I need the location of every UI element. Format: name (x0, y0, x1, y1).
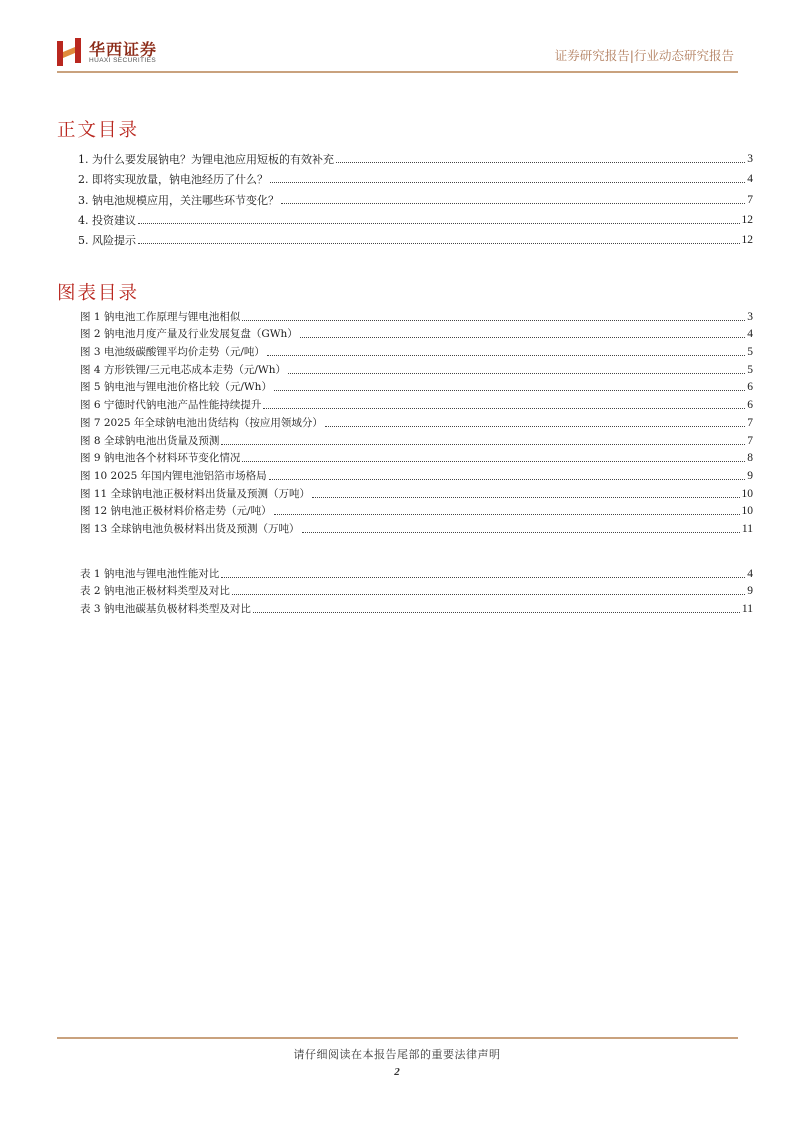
figure-toc-title: 图表目录 (57, 283, 140, 304)
main-toc-list (78, 146, 753, 247)
figure-toc-entry[interactable] (80, 377, 753, 395)
toc-entry[interactable] (78, 227, 753, 247)
dot-leader (274, 513, 740, 515)
table-toc-entry[interactable] (80, 563, 753, 581)
dot-leader (242, 460, 745, 462)
figure-toc-entry-page: 5 (747, 363, 753, 376)
figure-toc-entry-page: 6 (747, 381, 753, 394)
toc-entry-label: 4. 投资建议 (78, 213, 136, 227)
figure-toc-entry-label: 图 9 钠电池各个材料环节变化情况 (80, 452, 241, 465)
dot-leader (269, 478, 746, 480)
figure-toc-entry-page: 8 (747, 452, 753, 465)
toc-entry-label: 5. 风险提示 (78, 233, 136, 247)
toc-entry-page: 12 (741, 213, 753, 226)
footer-rule (57, 1037, 738, 1039)
figure-toc-entry[interactable] (80, 465, 753, 483)
figure-toc-entry-page: 4 (747, 328, 753, 341)
table-toc-list (80, 563, 753, 616)
figure-toc-entry-label: 图 12 钠电池正极材料价格走势（元/吨） (80, 505, 272, 518)
header-rule (57, 71, 738, 73)
dot-leader (267, 354, 745, 356)
figure-toc-entry-page: 5 (747, 346, 753, 359)
dot-leader (302, 531, 740, 533)
figure-toc-entry-label: 图 11 全球钠电池正极材料出货量及预测（万吨） (80, 487, 311, 500)
figure-toc-entry[interactable] (80, 518, 753, 536)
table-toc-entry-page: 4 (747, 567, 753, 580)
dot-leader (138, 222, 740, 224)
figure-toc-entry-label: 图 4 方形铁锂/三元电芯成本走势（元/Wh） (80, 363, 286, 376)
figure-toc-entry-page: 10 (741, 505, 753, 518)
figure-toc-list (80, 306, 753, 536)
dot-leader (253, 611, 740, 613)
figure-toc-entry[interactable] (80, 430, 753, 448)
figure-toc-entry-label: 图 3 电池级碳酸锂平均价走势（元/吨） (80, 346, 265, 359)
dot-leader (312, 496, 739, 498)
figure-toc-entry-label: 图 6 宁德时代钠电池产品性能持续提升 (80, 399, 262, 412)
figure-toc-entry-label: 图 8 全球钠电池出货量及预测 (80, 434, 220, 447)
figure-toc-entry[interactable] (80, 324, 753, 342)
figure-toc-entry-label: 图 2 钠电池月度产量及行业发展复盘（GWh） (80, 328, 298, 341)
toc-entry[interactable] (78, 146, 753, 166)
huaxi-logo-icon (57, 38, 81, 66)
figure-toc-entry[interactable] (80, 412, 753, 430)
table-toc-entry-label: 表 3 钠电池碳基负极材料类型及对比 (80, 603, 251, 616)
toc-entry[interactable] (78, 186, 753, 206)
dot-leader (281, 202, 745, 204)
toc-entry[interactable] (78, 207, 753, 227)
toc-entry-page: 4 (747, 173, 753, 186)
dot-leader (263, 407, 745, 409)
table-toc-entry-label: 表 1 钠电池与锂电池性能对比 (80, 567, 220, 580)
figure-toc-entry-page: 3 (747, 310, 753, 323)
toc-entry-page: 7 (747, 193, 753, 206)
table-toc-entry-page: 9 (747, 585, 753, 598)
brand-name-cn: 华西证券 (89, 40, 158, 59)
figure-toc-entry[interactable] (80, 501, 753, 519)
dot-leader (221, 576, 745, 578)
figure-toc-entry[interactable] (80, 394, 753, 412)
page-number: 2 (394, 1066, 400, 1078)
report-type: 证券研究报告|行业动态研究报告 (554, 48, 734, 63)
figure-toc-entry-page: 7 (747, 434, 753, 447)
figure-toc-entry-label: 图 1 钠电池工作原理与锂电池相似 (80, 310, 241, 323)
dot-leader (270, 181, 745, 183)
table-toc-entry-page: 11 (741, 603, 753, 616)
dot-leader (221, 443, 745, 445)
main-toc-title: 正文目录 (57, 120, 140, 141)
table-toc-entry[interactable] (80, 598, 753, 616)
figure-toc-entry[interactable] (80, 448, 753, 466)
figure-toc-entry-page: 9 (747, 469, 753, 482)
dot-leader (300, 336, 745, 338)
dot-leader (288, 372, 745, 374)
table-toc-entry-label: 表 2 钠电池正极材料类型及对比 (80, 585, 230, 598)
toc-entry-label: 3. 钠电池规模应用，关注哪些环节变化？ (78, 193, 279, 207)
dot-leader (138, 242, 740, 244)
figure-toc-entry-page: 11 (741, 522, 753, 535)
figure-toc-entry-page: 10 (741, 487, 753, 500)
figure-toc-entry[interactable] (80, 306, 753, 324)
brand-name-en: HUAXI SECURITIES (89, 57, 157, 64)
figure-toc-entry-label: 图 10 2025 年国内锂电池铝箔市场格局 (80, 469, 267, 482)
figure-toc-entry[interactable] (80, 359, 753, 377)
dot-leader (274, 389, 745, 391)
toc-entry-label: 1. 为什么要发展钠电？为锂电池应用短板的有效补充 (78, 153, 334, 167)
page-header (0, 0, 794, 72)
dot-leader (232, 593, 745, 595)
toc-entry[interactable] (78, 166, 753, 186)
toc-entry-page: 3 (747, 153, 753, 166)
toc-entry-page: 12 (741, 233, 753, 246)
figure-toc-entry-page: 6 (747, 399, 753, 412)
table-toc-entry[interactable] (80, 581, 753, 599)
dot-leader (336, 161, 745, 163)
figure-toc-entry[interactable] (80, 341, 753, 359)
figure-toc-entry-label: 图 7 2025 年全球钠电池出货结构（按应用领域分） (80, 416, 323, 429)
figure-toc-entry-page: 7 (747, 416, 753, 429)
figure-toc-entry-label: 图 5 钠电池与锂电池价格比较（元/Wh） (80, 381, 272, 394)
legal-notice: 请仔细阅读在本报告尾部的重要法律声明 (293, 1048, 501, 1061)
toc-entry-label: 2. 即将实现放量，钠电池经历了什么？ (78, 173, 268, 187)
dot-leader (325, 425, 745, 427)
figure-toc-entry-label: 图 13 全球钠电池负极材料出货及预测（万吨） (80, 522, 300, 535)
figure-toc-entry[interactable] (80, 483, 753, 501)
dot-leader (242, 319, 745, 321)
